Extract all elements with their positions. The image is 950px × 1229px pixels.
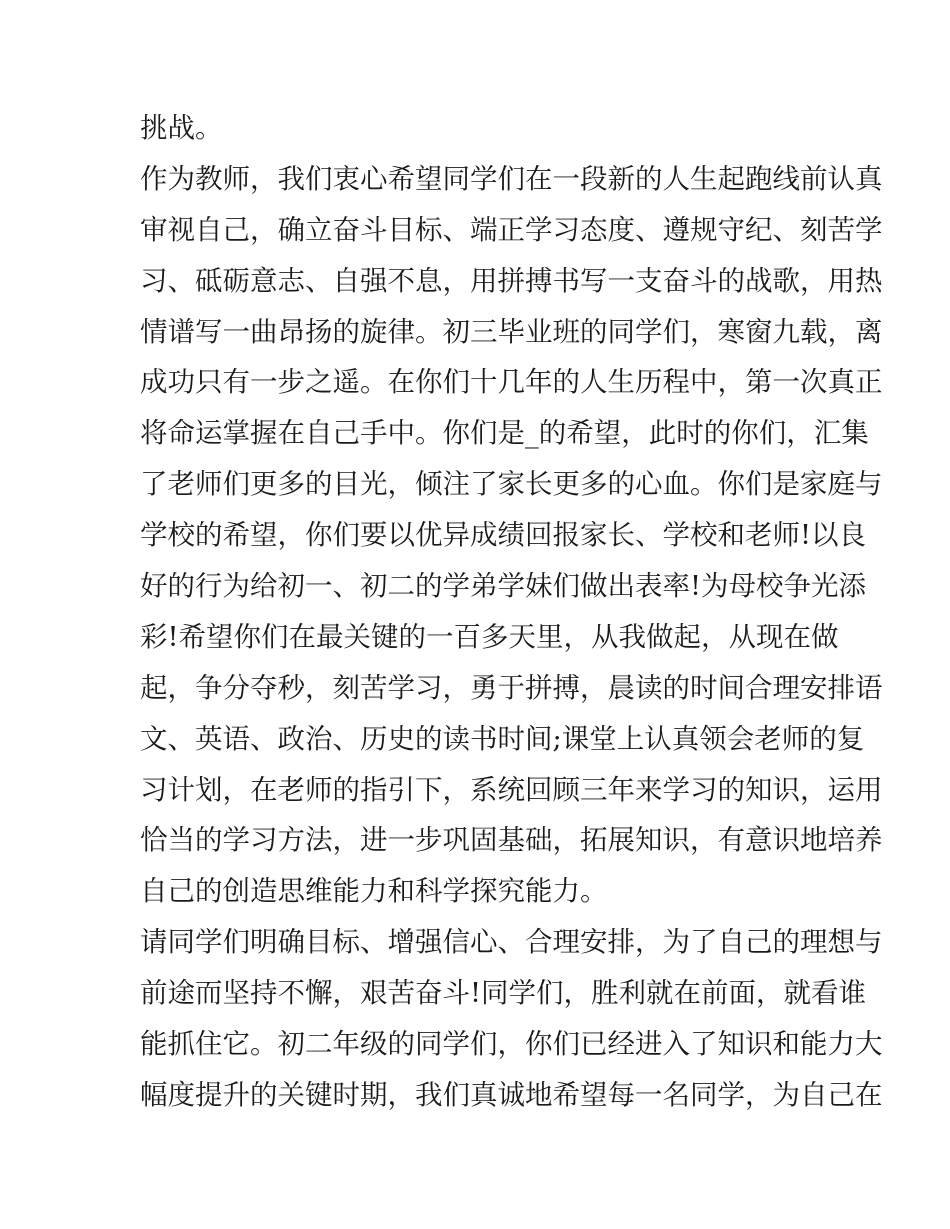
text-line: 了老师们更多的目光，倾注了家长更多的心血。你们是家庭与	[140, 468, 883, 501]
text-line: 作为教师，我们衷心希望同学们在一段新的人生起跑线前认真	[140, 162, 883, 195]
text-line: 习、砥砺意志、自强不息，用拼搏书写一支奋斗的战歌，用热	[140, 264, 883, 297]
document-body	[140, 103, 883, 1121]
text-line: 起，争分夺秒，刻苦学习，勇于拼搏，晨读的时间合理安排语	[140, 671, 883, 704]
text-line: 幅度提升的关键时期，我们真诚地希望每一名同学，为自己在	[140, 1078, 883, 1111]
text-line: 文、英语、政治、历史的读书时间;课堂上认真领会老师的复	[140, 722, 865, 755]
text-line: 前途而坚持不懈，艰苦奋斗!同学们，胜利就在前面，就看谁	[140, 977, 867, 1010]
text-line: 能抓住它。初二年级的同学们，你们已经进入了知识和能力大	[140, 1028, 883, 1061]
text-line: 自己的创造思维能力和科学探究能力。	[140, 875, 608, 908]
text-line: 挑战。	[140, 112, 223, 144]
text-line: 学校的希望，你们要以优异成绩回报家长、学校和老师!以良	[140, 519, 867, 552]
text-line: 好的行为给初一、初二的学弟学妹们做出表率!为母校争光添	[140, 570, 867, 603]
text-line: 成功只有一步之遥。在你们十几年的人生历程中，第一次真正	[140, 366, 883, 399]
text-line: 将命运掌握在自己手中。你们是_的希望，此时的你们，汇集	[140, 417, 869, 450]
text-line: 恰当的学习方法，进一步巩固基础，拓展知识，有意识地培养	[140, 824, 883, 857]
text-line: 情谱写一曲昂扬的旋律。初三毕业班的同学们，寒窗九载，离	[140, 315, 883, 348]
text-line: 彩!希望你们在最关键的一百多天里，从我做起，从现在做	[140, 620, 839, 653]
text-line: 请同学们明确目标、增强信心、合理安排，为了自己的理想与	[140, 926, 883, 959]
text-line: 审视自己，确立奋斗目标、端正学习态度、遵规守纪、刻苦学	[140, 213, 883, 246]
text-line: 习计划，在老师的指引下，系统回顾三年来学习的知识，运用	[140, 773, 883, 806]
